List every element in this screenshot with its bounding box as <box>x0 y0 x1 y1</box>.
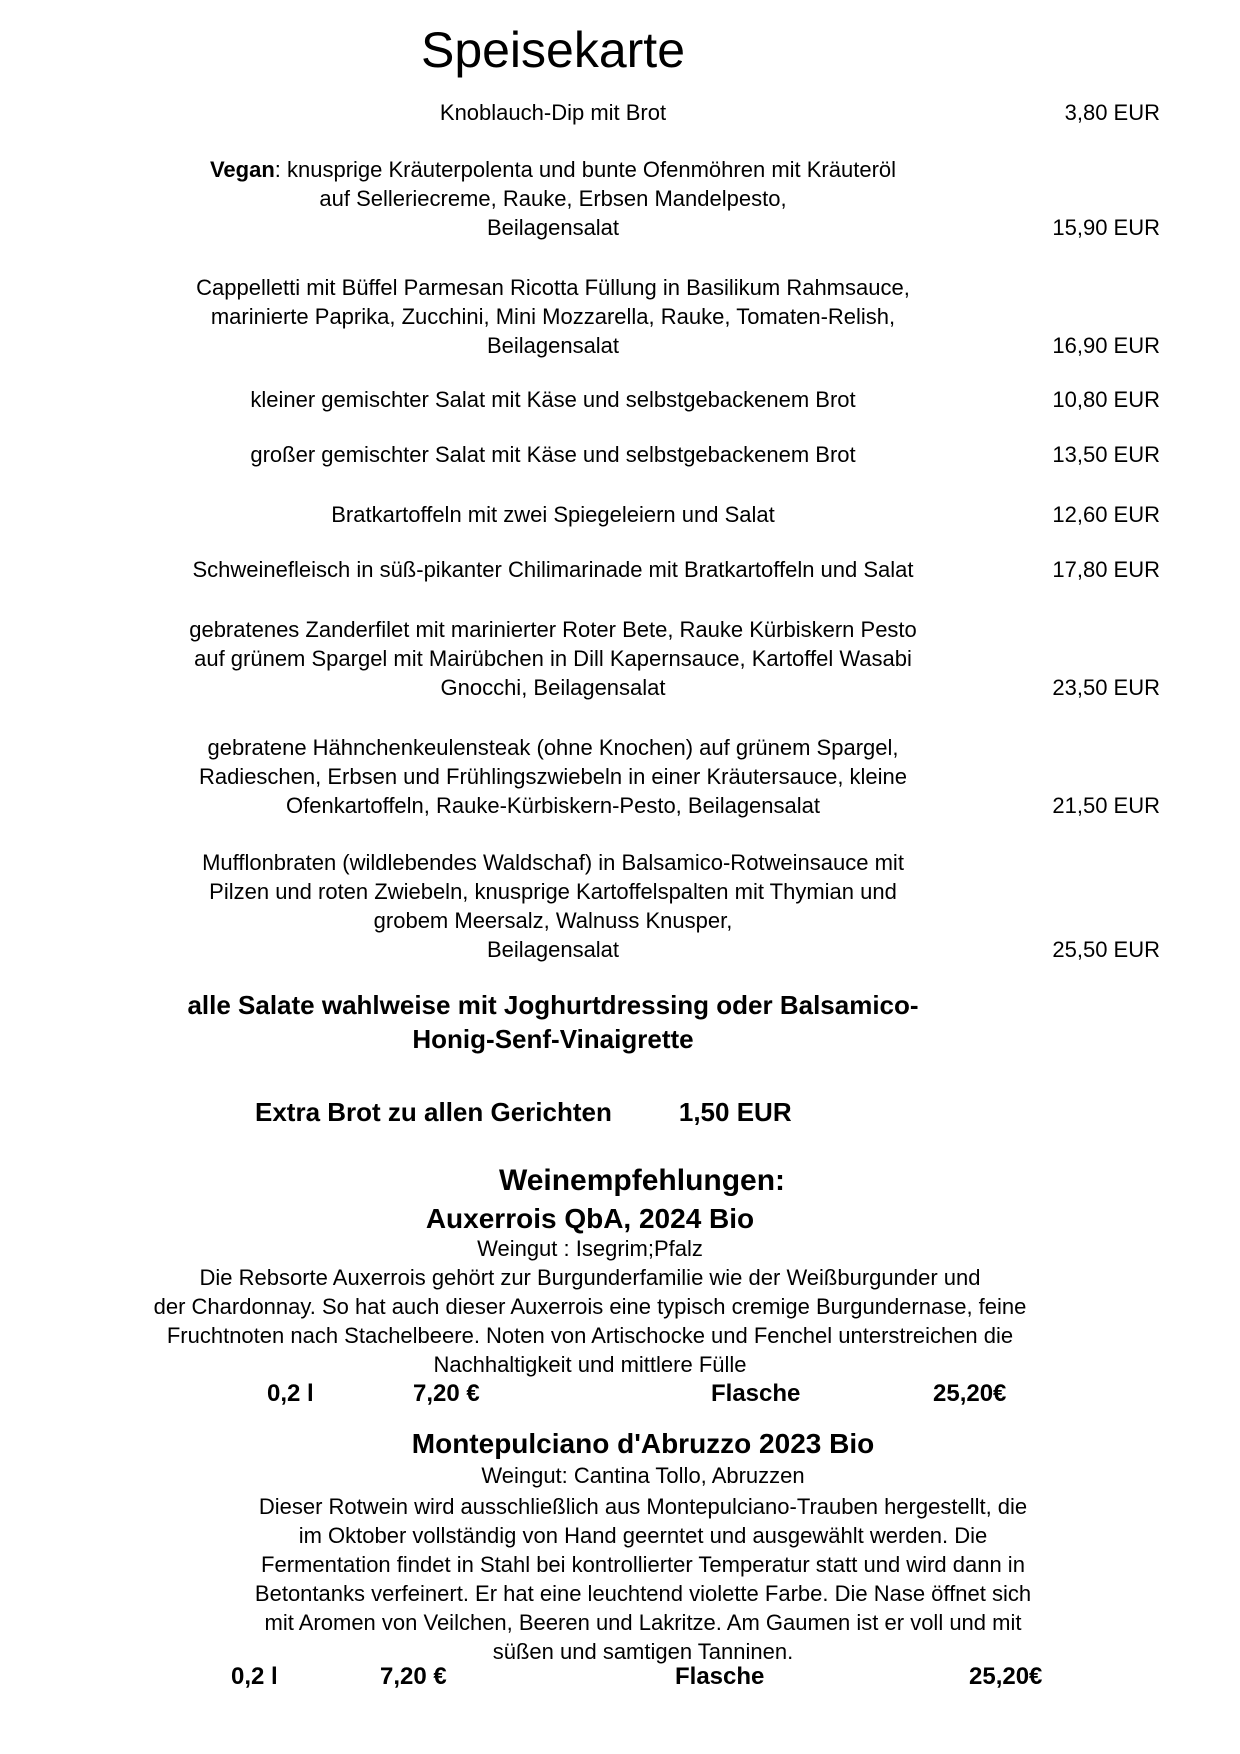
wine-serving-size: 0,2 l <box>231 1663 278 1690</box>
menu-item-line: Mufflonbraten (wildlebendes Waldschaf) in Balsamico-Rotweinsauce mit <box>202 850 904 875</box>
wine-section-heading: Weinempfehlungen: <box>498 1164 786 1197</box>
wine-description-line: mit Aromen von Veilchen, Beeren und Lakritze. Am Gaumen ist er voll und mit <box>264 1610 1022 1635</box>
menu-item-haehnchenkeulensteak <box>90 733 1160 820</box>
menu-item-line: kleiner gemischter Salat mit Käse und selbstgebackenem Brot <box>250 387 856 412</box>
menu-item-price: 15,90 EUR <box>1052 215 1160 240</box>
menu-item-mufflonbraten <box>90 848 1160 964</box>
menu-item-text <box>90 440 1016 469</box>
menu-item-text <box>90 273 1016 360</box>
menu-item-line: Beilagensalat <box>486 215 620 240</box>
wine-serving-size: 0,2 l <box>267 1380 314 1407</box>
menu-item-text <box>90 155 1016 242</box>
menu-item-price: 12,60 EUR <box>1052 502 1160 527</box>
menu-item-text <box>90 848 1016 964</box>
menu-item-text <box>90 733 1016 820</box>
menu-item-price: 21,50 EUR <box>1052 793 1160 818</box>
wine-bottle-label: Flasche <box>675 1663 765 1690</box>
menu-item-line: großer gemischter Salat mit Käse und selbstgebackenem Brot <box>250 442 856 467</box>
menu-item-line: Gnocchi, Beilagensalat <box>440 675 666 700</box>
menu-item-price: 10,80 EUR <box>1052 387 1160 412</box>
menu-item-schweinefleisch <box>90 555 1160 584</box>
wine-price-row <box>0 1379 1240 1408</box>
wine-description <box>46 1492 1240 1666</box>
extra-bread-price: 1,50 EUR <box>678 1097 792 1127</box>
wine-description-line: Die Rebsorte Auxerrois gehört zur Burgunderfamilie wie der Weißburgunder und <box>199 1265 981 1290</box>
menu-item-line: auf Selleriecreme, Rauke, Erbsen Mandelpesto, <box>319 186 787 211</box>
menu-item-price: 16,90 EUR <box>1052 333 1160 358</box>
wine-price-row <box>0 1662 1240 1691</box>
wine-glass-price: 7,20 € <box>380 1663 447 1690</box>
note-line: Honig-Senf-Vinaigrette <box>412 1024 694 1054</box>
menu-item-price: 23,50 EUR <box>1052 675 1160 700</box>
menu-item-line: Beilagensalat <box>486 333 620 358</box>
menu-item-line: marinierte Paprika, Zucchini, Mini Mozzarella, Rauke, Tomaten-Relish, <box>210 304 896 329</box>
wine-bottle-label: Flasche <box>711 1380 801 1407</box>
wine-bottle-price: 25,20€ <box>933 1380 1007 1407</box>
menu-item-vegan-polenta <box>90 155 1160 242</box>
menu-item-line: Ofenkartoffeln, Rauke-Kürbiskern-Pesto, Beilagensalat <box>286 793 820 818</box>
menu-item-text <box>90 500 1016 529</box>
wine-winery: Weingut : Isegrim;Pfalz <box>477 1236 703 1261</box>
wine-auxerrois <box>0 1203 1180 1379</box>
menu-item-line-rest: : knusprige Kräuterpolenta und bunte Ofenmöhren mit Kräuteröl <box>274 157 897 182</box>
menu-item-price: 3,80 EUR <box>1064 100 1160 125</box>
menu-item-line: Knoblauch-Dip mit Brot <box>439 100 667 125</box>
menu-item-line: Pilzen und roten Zwiebeln, knusprige Kartoffelspalten mit Thymian und <box>209 879 897 904</box>
wine-description-line: Fruchtnoten nach Stachelbeere. Noten von Artischocke und Fenchel unterstreichen die <box>166 1323 1014 1348</box>
menu-item-text <box>90 385 1016 414</box>
menu-item-bratkartoffeln <box>90 500 1160 529</box>
menu-item-text <box>90 615 1016 702</box>
menu-item-line: Bratkartoffeln mit zwei Spiegeleiern und Salat <box>331 502 775 527</box>
wine-bottle-price: 25,20€ <box>969 1663 1043 1690</box>
wine-name: Auxerrois QbA, 2024 Bio <box>425 1203 755 1234</box>
menu-item-grosser-salat <box>90 440 1160 469</box>
wine-name: Montepulciano d'Abruzzo 2023 Bio <box>411 1428 875 1459</box>
wine-description-line: Betontanks verfeinert. Er hat eine leuchtend violette Farbe. Die Nase öffnet sich <box>254 1581 1032 1606</box>
menu-item-line: gebratene Hähnchenkeulensteak (ohne Knochen) auf grünem Spargel, <box>207 735 899 760</box>
menu-item-text <box>90 98 1016 127</box>
salad-dressing-note <box>90 988 1016 1056</box>
menu-item-price: 25,50 EUR <box>1052 937 1160 962</box>
wine-description <box>0 1263 1180 1379</box>
menu-item-line: Cappelletti mit Büffel Parmesan Ricotta Füllung in Basilikum Rahmsauce, <box>196 275 910 300</box>
menu-item-line: gebratenes Zanderfilet mit marinierter Roter Bete, Rauke Kürbiskern Pesto <box>189 617 917 642</box>
extra-bread-line <box>0 1097 1240 1127</box>
menu-item-kleiner-salat <box>90 385 1160 414</box>
vegan-label: Vegan <box>209 157 275 182</box>
wine-description-line: Fermentation findet in Stahl bei kontrollierter Temperatur statt und wird dann in <box>261 1552 1025 1577</box>
menu-item-line: Beilagensalat <box>486 937 620 962</box>
menu-item-line: auf grünem Spargel mit Mairübchen in Dill Kapernsauce, Kartoffel Wasabi <box>194 646 912 671</box>
wine-montepulciano <box>46 1428 1240 1666</box>
wine-description-line: Nachhaltigkeit und mittlere Fülle <box>433 1352 747 1377</box>
menu-item-zanderfilet <box>90 615 1160 702</box>
menu-item-price: 13,50 EUR <box>1052 442 1160 467</box>
wine-glass-price: 7,20 € <box>413 1380 480 1407</box>
wine-description-line: Dieser Rotwein wird ausschließlich aus Montepulciano-Trauben hergestellt, die <box>258 1494 1028 1519</box>
wine-description-line: süßen und samtigen Tanninen. <box>492 1639 794 1664</box>
menu-item-knoblauch-dip <box>90 98 1160 127</box>
menu-item-line: grobem Meersalz, Walnuss Knusper, <box>373 908 733 933</box>
menu-item-line: Radieschen, Erbsen und Frühlingszwiebeln in einer Kräutersauce, kleine <box>198 764 908 789</box>
wine-description-line: im Oktober vollständig von Hand geerntet und ausgewählt werden. Die <box>298 1523 988 1548</box>
menu-item-cappelletti <box>90 273 1160 360</box>
menu-item-price: 17,80 EUR <box>1052 557 1160 582</box>
wine-description-line: der Chardonnay. So hat auch dieser Auxerrois eine typisch cremige Burgundernase, feine <box>153 1294 1027 1319</box>
note-line: alle Salate wahlweise mit Joghurtdressing oder Balsamico- <box>187 990 919 1020</box>
extra-bread-label: Extra Brot zu allen Gerichten <box>255 1097 612 1127</box>
page-title: Speisekarte <box>420 22 686 78</box>
menu-item-line: Schweinefleisch in süß-pikanter Chilimarinade mit Bratkartoffeln und Salat <box>192 557 914 582</box>
wine-winery: Weingut: Cantina Tollo, Abruzzen <box>481 1463 805 1488</box>
menu-item-text <box>90 555 1016 584</box>
menu-item-line <box>90 155 1016 184</box>
